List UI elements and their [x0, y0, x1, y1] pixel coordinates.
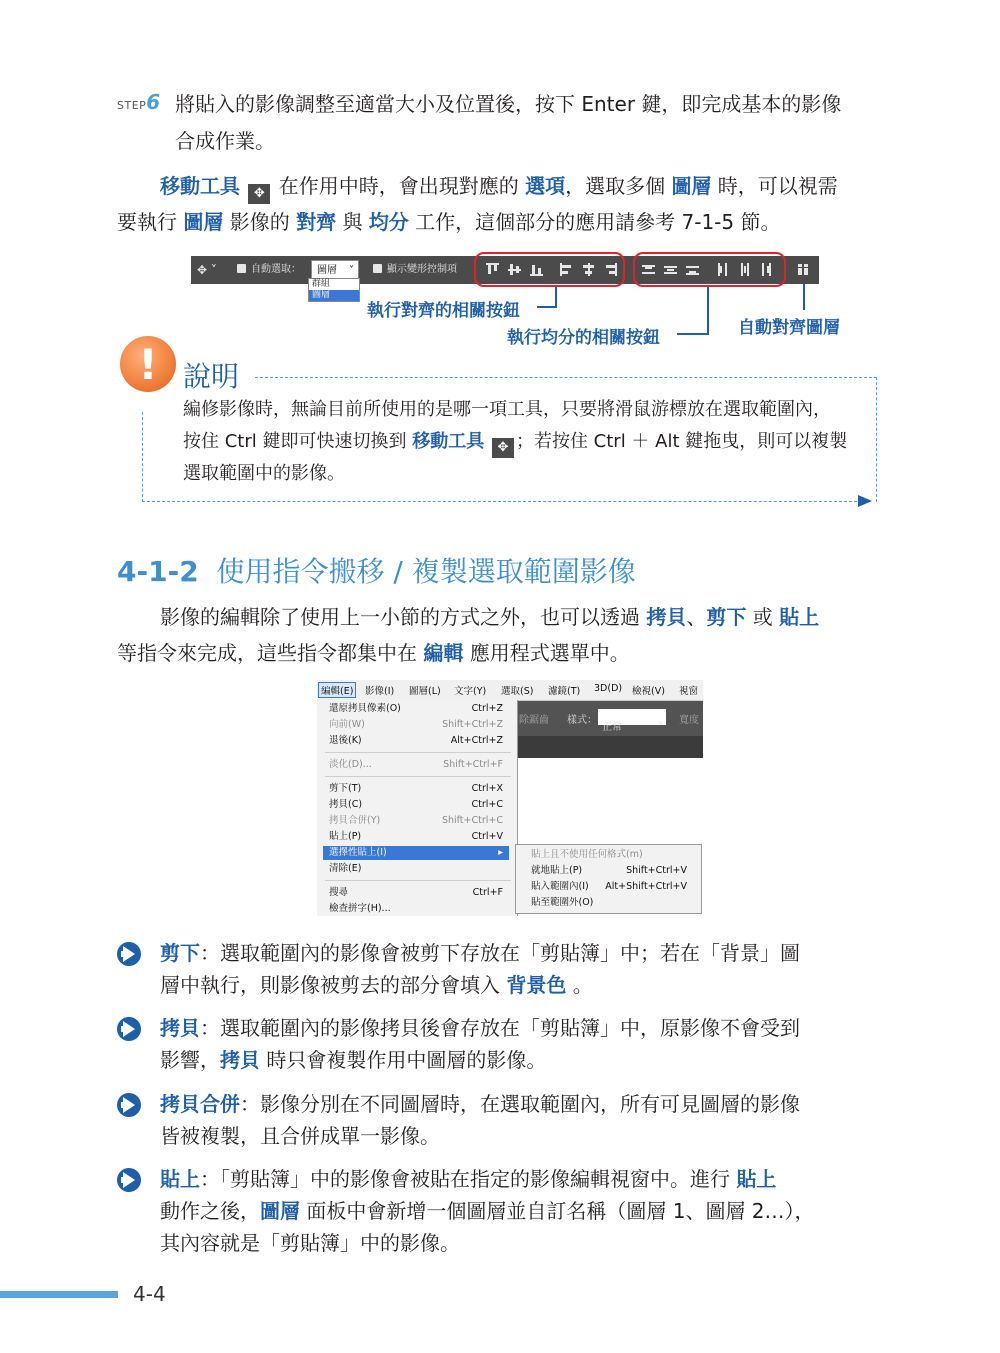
submenu-item-paste-outside[interactable]: [531, 896, 701, 910]
callout-distribute: 執行均分的相關按鈕: [507, 328, 660, 348]
term-copy: 拷貝: [160, 1016, 200, 1040]
style-label: 樣式：: [567, 715, 597, 726]
term-move-tool: 移動工具: [412, 431, 485, 452]
menu-view[interactable]: 檢視(V): [632, 686, 665, 697]
note-text: 按住 Ctrl 鍵即可快速切換到: [183, 431, 407, 452]
menu-item-copy[interactable]: [329, 798, 515, 812]
align-highlight: [474, 252, 625, 287]
callout-line: [677, 333, 709, 335]
step-tag: STEP: [117, 99, 147, 112]
callout-line: [707, 287, 709, 335]
note-top-border: [255, 377, 877, 378]
distribute-highlight: [633, 252, 786, 287]
menu-item-shortcut: Shift+Ctrl+Z: [442, 719, 503, 730]
section-number: 4-1-2: [117, 555, 199, 588]
submenu-arrow-icon: ▸: [498, 847, 503, 858]
term-layer: 圖層: [183, 210, 224, 234]
bullet-text: 影響，: [160, 1048, 220, 1072]
para-text: 或: [752, 605, 773, 629]
page-number: 4-4: [133, 1282, 166, 1306]
menu-window[interactable]: 視窗: [679, 686, 699, 697]
note-line2: [183, 426, 847, 458]
menu-item-fade[interactable]: [329, 758, 515, 772]
menu-item-copy-merged[interactable]: [329, 814, 515, 828]
menu-item-shortcut: Ctrl+V: [471, 831, 503, 842]
show-transform-label: 顯示變形控制項: [387, 264, 457, 275]
submenu-item-label: 就地貼上(P): [531, 865, 583, 876]
menu-edit[interactable]: 編輯(E): [318, 682, 356, 698]
bullet-text: 時只會複製作用中圖層的影像。: [266, 1048, 547, 1072]
note-left-border: [142, 412, 143, 502]
bullet-copy-merged-line1: [160, 1087, 800, 1121]
chevron-down-icon: ˅: [658, 722, 663, 733]
dropdown-option-group[interactable]: 群組: [312, 279, 331, 289]
para-text: 、: [686, 605, 707, 629]
intro-text: 與: [342, 210, 363, 234]
intro-text: 影像的: [229, 210, 290, 234]
note-title: 說明: [183, 360, 240, 393]
menu-type[interactable]: 文字(Y): [454, 686, 487, 697]
bullet-text: 面板中會新增一個圖層並自訂名稱（圖層 1、圖層 2…），: [306, 1199, 815, 1223]
style-select[interactable]: [598, 709, 666, 733]
note-text: ；若按住 Ctrl ＋ Alt 鍵拖曳，則可以複製: [515, 431, 848, 452]
menu-item-cut[interactable]: [329, 782, 515, 796]
menubar: [317, 680, 703, 701]
dropdown-option-layer[interactable]: 圖層: [309, 290, 359, 301]
callout-line: [555, 287, 557, 308]
menu-item-paste-special[interactable]: [323, 846, 509, 860]
step-text-line1: 將貼入的影像調整至適當大小及位置後，按下 Enter 鍵，即完成基本的影像: [175, 92, 842, 116]
style-value: 正常: [602, 722, 622, 733]
menu-item-step-backward[interactable]: [329, 734, 515, 748]
step-number: 6: [146, 90, 161, 114]
menu-filter[interactable]: 濾鏡(T): [548, 686, 581, 697]
section-para-line1: [160, 600, 819, 634]
bullet-text: ：選取範圍內的影像會被剪下存放在「剪貼簿」中；若在「背景」圖: [200, 941, 800, 965]
menu-item-label: 選擇性貼上(I): [329, 847, 387, 858]
term-cut: 剪下: [160, 941, 200, 965]
edit-menu: [317, 700, 518, 916]
menu-item-label: 貼上(P): [329, 831, 362, 842]
menu-item-shortcut: Ctrl+X: [471, 783, 503, 794]
submenu-item-label: 貼入範圍內(I): [531, 881, 589, 892]
callout-align: 執行對齊的相關按鈕: [367, 301, 520, 321]
arrow-bullet-icon: [117, 1168, 141, 1192]
arrow-right-icon: [858, 495, 872, 507]
menu-item-shortcut: Ctrl+Z: [471, 703, 503, 714]
width-label: 寬度: [679, 715, 699, 726]
menu-select[interactable]: 選取(S): [501, 686, 534, 697]
bullet-text: ：「剪貼簿」中的影像會被貼在指定的影像編輯視窗中。進行: [200, 1167, 730, 1191]
para-text: 等指令來完成，這些指令都集中在: [117, 641, 417, 665]
menu-item-label: 清除(E): [329, 863, 362, 874]
step-label: [117, 90, 160, 114]
chevron-down-icon: ˅: [349, 265, 354, 276]
menu-item-paste[interactable]: [329, 830, 515, 844]
bullet-text: ：選取範圍內的影像拷貝後會存放在「剪貼簿」中，原影像不會受到: [200, 1016, 800, 1040]
move-tool-icon: ✥: [248, 184, 270, 204]
auto-select-label: 自動選取：: [251, 264, 301, 275]
section-title: 使用指令搬移 / 複製選取範圍影像: [216, 555, 636, 588]
term-paste: 貼上: [736, 1167, 777, 1191]
menu-item-step-forward[interactable]: [329, 718, 515, 732]
note-line1: 編修影像時，無論目前所使用的是哪一項工具，只要將滑鼠游標放在選取範圍內，: [183, 399, 831, 420]
submenu-item-label: 貼上且不使用任何格式(m): [531, 849, 643, 860]
menu-layer[interactable]: 圖層(L): [409, 686, 441, 697]
ps-options-bar: [517, 700, 703, 736]
intro-text: 在作用中時，會出現對應的: [278, 174, 519, 198]
menu-item-label: 淡化(D)...: [329, 759, 372, 770]
menu-item-search[interactable]: [329, 886, 515, 900]
term-copy: 拷貝: [646, 605, 687, 629]
move-tool-icon: ✥: [492, 438, 514, 458]
menu-3d[interactable]: 3D(D): [594, 683, 623, 694]
term-paste: 貼上: [160, 1167, 200, 1191]
bullet-copy-line1: [160, 1011, 800, 1045]
menu-item-label: 剪下(T): [329, 783, 362, 794]
bullet-paste-line3: 其內容就是「剪貼簿」中的影像。: [160, 1231, 460, 1255]
intro-text: ，選取多個: [565, 174, 666, 198]
term-paste: 貼上: [779, 605, 820, 629]
intro-text: 要執行: [117, 210, 177, 234]
para-text: 影像的編輯除了使用上一小節的方式之外，也可以透過: [160, 605, 640, 629]
term-move-tool: 移動工具: [160, 174, 240, 198]
callout-line: [803, 284, 805, 310]
callout-line: [537, 306, 557, 308]
menu-item-clear[interactable]: [329, 862, 515, 876]
term-background-color: 背景色: [506, 973, 567, 997]
bullet-text: 層中執行，則影像被剪去的部分會填入: [160, 973, 500, 997]
menu-separator: [325, 752, 511, 753]
submenu-item-label: 貼至範圍外(O): [531, 897, 594, 908]
checkbox-icon: [237, 264, 246, 273]
note-bottom-border: [142, 501, 862, 502]
term-copy: 拷貝: [220, 1048, 260, 1072]
menu-item-label: 拷貝合併(Y): [329, 815, 381, 826]
step-text-line2: 合成作業。: [175, 129, 275, 153]
checkbox-icon: [373, 264, 382, 273]
submenu-item-paste-into[interactable]: [531, 880, 701, 894]
bullet-paste-line1: [160, 1162, 776, 1196]
menu-item-label: 退後(K): [329, 735, 362, 746]
term-align: 對齊: [296, 210, 337, 234]
auto-select-dropdown-list: [308, 278, 360, 302]
menu-item-label: 向前(W): [329, 719, 365, 730]
bullet-paste-line2: [160, 1194, 815, 1228]
menu-item-shortcut: Alt+Ctrl+Z: [450, 735, 503, 746]
bullet-text: ：影像分別在不同圖層時，在選取範圍內，所有可見圖層的影像: [240, 1092, 800, 1116]
intro-text: 工作，這個部分的應用請參考 7-1-5 節。: [415, 210, 781, 234]
footer-bar: [0, 1291, 118, 1298]
term-edit: 編輯: [423, 641, 464, 665]
menu-item-label: 還原拷貝像素(O): [329, 703, 401, 714]
para-text: 應用程式選單中。: [469, 641, 630, 665]
bullet-cut-line2: [160, 968, 593, 1002]
menu-separator: [325, 880, 511, 881]
move-icon: ✥ ˅: [197, 263, 217, 277]
callout-auto-align: 自動對齊圖層: [738, 318, 840, 338]
term-layer: 圖層: [260, 1199, 300, 1223]
menu-item-label: 檢查拼字(H)...: [329, 903, 391, 914]
auto-select-value: 圖層: [317, 265, 337, 276]
menu-item-shortcut: Ctrl+F: [472, 887, 503, 898]
menu-item-spelling[interactable]: [329, 902, 515, 916]
submenu-item-shortcut: Alt+Shift+Ctrl+V: [605, 881, 687, 892]
intro-line1: [160, 169, 838, 204]
submenu-item-paste-no-format[interactable]: [531, 848, 701, 862]
menu-image[interactable]: 影像(I): [365, 686, 395, 697]
menu-separator: [325, 776, 511, 777]
auto-align-layers-icon[interactable]: [797, 263, 810, 276]
menu-item-shortcut: Shift+Ctrl+C: [441, 815, 503, 826]
arrow-bullet-icon: [117, 1093, 141, 1117]
bullet-text: 。: [572, 973, 593, 997]
term-cut: 剪下: [706, 605, 747, 629]
term-distribute: 均分: [368, 210, 409, 234]
submenu-item-shortcut: Shift+Ctrl+V: [626, 865, 687, 876]
menu-item-shortcut: Ctrl+C: [471, 799, 503, 810]
bullet-cut-line1: [160, 936, 800, 970]
term-layer: 圖層: [671, 174, 712, 198]
arrow-bullet-icon: [117, 1017, 141, 1041]
arrow-bullet-icon: [117, 942, 141, 966]
menu-item-undo[interactable]: [329, 702, 515, 716]
note-line3: 選取範圍中的影像。: [183, 463, 345, 484]
bullet-copy-line2: [160, 1043, 546, 1077]
antialias-label: 除鋸齒: [519, 715, 549, 726]
intro-line2: [117, 205, 780, 239]
menu-item-label: 搜尋: [329, 887, 349, 898]
submenu-item-paste-in-place[interactable]: [531, 864, 701, 878]
term-copy-merged: 拷貝合併: [160, 1092, 240, 1116]
section-para-line2: [117, 636, 630, 670]
term-options: 選項: [525, 174, 566, 198]
section-heading: [117, 550, 636, 590]
bullet-copy-merged-line2: 皆被複製，且合併成單一影像。: [160, 1124, 440, 1148]
menu-item-shortcut: Shift+Ctrl+F: [443, 759, 503, 770]
auto-select-dropdown[interactable]: [311, 260, 359, 279]
exclamation-icon: !: [120, 336, 176, 392]
bullet-text: 動作之後，: [160, 1199, 260, 1223]
intro-text: 時，可以視需: [717, 174, 838, 198]
menu-item-label: 拷貝(C): [329, 799, 363, 810]
paste-special-submenu: [515, 844, 702, 914]
